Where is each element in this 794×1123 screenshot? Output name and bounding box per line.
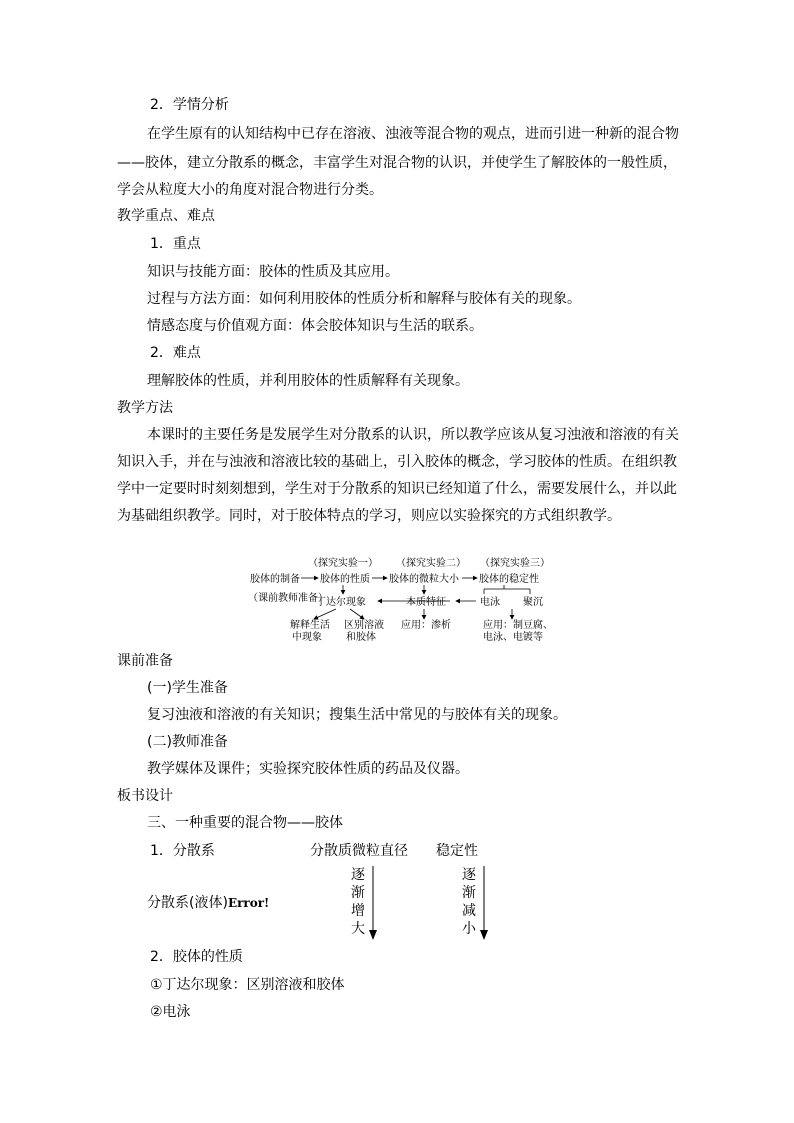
paragraph-xueqing-line1: 在学生原有的认知结构中已存在溶液、浊液等混合物的观点，进而引进一种新的混合物	[147, 126, 679, 142]
heading-method: 教学方法	[117, 400, 173, 416]
stability-trend-char: 减	[462, 903, 476, 919]
board-item-colloid-props: 2．胶体的性质	[150, 949, 243, 965]
board-error-text: Error!	[227, 896, 270, 910]
board-system-row	[147, 893, 269, 913]
stability-trend-char: 小	[462, 921, 476, 937]
key-item-process: 过程与方法方面：如何利用胶体的性质分析和解释与胶体有关的现象。	[147, 291, 581, 307]
diameter-trend	[350, 866, 366, 938]
board-col-stability: 稳定性	[436, 843, 478, 859]
flow-exp1: （探究实验一）	[308, 558, 378, 569]
teacher-prep-title: (二)教师准备	[147, 734, 228, 750]
subheading-difficulty: 2．难点	[150, 345, 201, 361]
flow-essence: 本质特征	[406, 597, 446, 608]
flow-teacher-prep: （课前教师准备）	[248, 593, 328, 604]
flow-distinguish2: 和胶体	[346, 632, 376, 643]
method-line1: 本课时的主要任务是发展学生对分散系的认识，所以教学应该从复习浊液和溶液的有关	[147, 427, 679, 443]
flow-explain2: 中现象	[292, 632, 322, 643]
diameter-trend-char: 渐	[351, 885, 365, 901]
flow-electrophoresis: 电泳	[480, 597, 500, 608]
board-system-label: 分散系(液体)	[147, 895, 228, 911]
flow-exp3: （探究实验三）	[480, 558, 550, 569]
heading-xueqing: 2．学情分析	[150, 97, 229, 113]
diameter-trend-char: 增	[351, 903, 365, 919]
difficulty-item: 理解胶体的性质，并利用胶体的性质解释有关现象。	[147, 373, 469, 389]
flow-tyndall: 丁达尔现象	[316, 597, 366, 608]
flow-prep: 胶体的制备	[250, 574, 300, 585]
flow-explain1: 解释生活	[290, 620, 330, 631]
paragraph-xueqing-line3: 学会从粒度大小的角度对混合物进行分类。	[117, 182, 383, 198]
flow-stability: 胶体的稳定性	[479, 574, 539, 585]
flow-distinguish1: 区别溶液	[344, 620, 384, 631]
flow-nature: 胶体的性质	[320, 574, 370, 585]
diameter-trend-char: 逐	[351, 867, 365, 883]
stability-trend-char: 逐	[462, 867, 476, 883]
method-line2: 知识入手，并在与浊液和溶液比较的基础上，引入胶体的概念，学习胶体的性质。在组织教	[117, 454, 677, 470]
flow-size: 胶体的微粒大小	[389, 574, 459, 585]
student-prep-text: 复习浊液和溶液的有关知识；搜集生活中常见的与胶体有关的现象。	[147, 707, 567, 723]
stability-trend-char: 渐	[462, 885, 476, 901]
heading-key-points: 教学重点、难点	[117, 208, 215, 224]
stability-trend	[461, 866, 477, 938]
flow-arrow-7	[350, 609, 364, 619]
board-title: 三、一种重要的混合物——胶体	[147, 815, 343, 831]
teacher-prep-text: 教学媒体及课件；实验探究胶体性质的药品及仪器。	[147, 761, 469, 777]
flow-app-dialysis: 应用：渗析	[401, 620, 451, 631]
key-item-emotion: 情感态度与价值观方面：体会胶体知识与生活的联系。	[147, 318, 483, 334]
flow-exp2: （探究实验二）	[396, 558, 466, 569]
heading-board: 板书设计	[117, 788, 173, 804]
teaching-flowchart	[248, 556, 568, 648]
flow-coagulation: 聚沉	[523, 597, 543, 608]
heading-prep: 课前准备	[117, 653, 173, 669]
diameter-down-arrow	[368, 866, 378, 942]
subheading-key: 1．重点	[150, 236, 201, 252]
board-prop-electrophoresis: ②电泳	[150, 1004, 191, 1020]
method-line4: 为基础组织教学。同时，对于胶体特点的学习，则应以实验探究的方式组织教学。	[117, 508, 621, 524]
flow-app-tofu2: 电泳、电镀等	[483, 632, 543, 643]
board-col-diameter: 分散质微粒直径	[310, 843, 408, 859]
student-prep-title: (一)学生准备	[147, 680, 228, 696]
key-item-knowledge: 知识与技能方面：胶体的性质及其应用。	[147, 264, 399, 280]
board-prop-tyndall: ①丁达尔现象：区别溶液和胶体	[150, 977, 345, 993]
paragraph-xueqing-line2: ——胶体，建立分散系的概念，丰富学生对混合物的认识，并使学生了解胶体的一般性质，	[117, 155, 677, 171]
stability-down-arrow	[479, 866, 489, 942]
method-line3: 学中一定要时时刻刻想到，学生对于分散系的知识已经知道了什么，需要发展什么，并以此	[117, 481, 677, 497]
flow-app-tofu1: 应用：制豆腐、	[483, 620, 553, 631]
flow-arrow-6	[314, 609, 336, 619]
diameter-trend-char: 大	[351, 921, 365, 937]
board-item-dispersion: 1．分散系	[150, 843, 215, 859]
